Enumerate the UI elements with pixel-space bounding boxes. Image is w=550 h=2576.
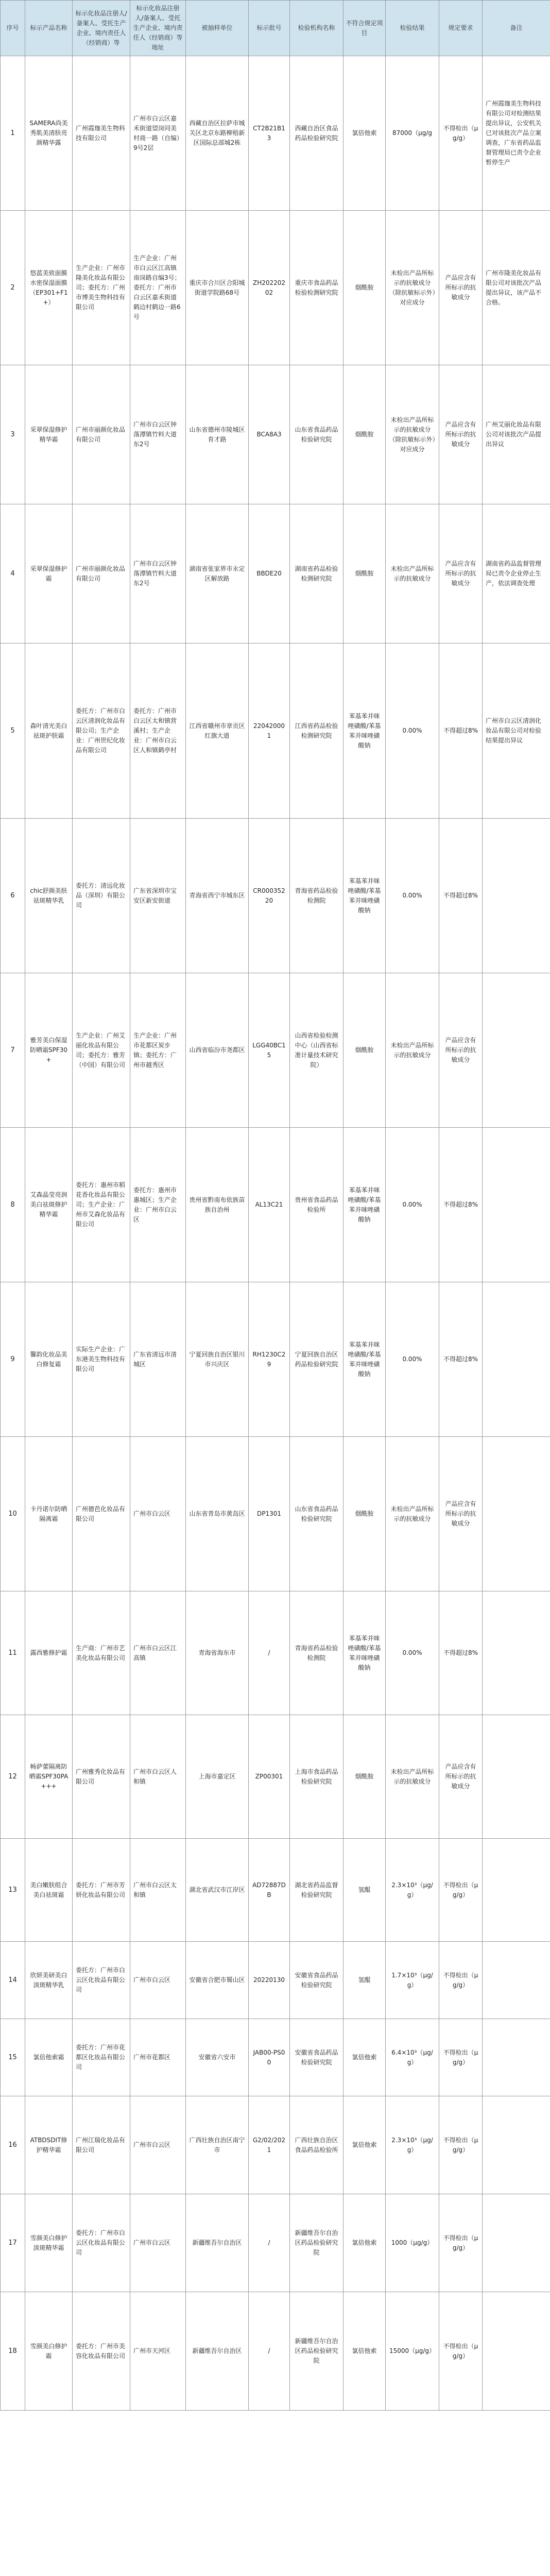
lab-name: 西藏自治区食品药品检验研究院 (290, 56, 343, 211)
note (483, 1942, 550, 2019)
batch-no: CR00035220 (249, 819, 290, 973)
table-row (1, 211, 550, 365)
note (483, 2019, 550, 2096)
sampled-unit: 宁夏回族自治区银川市兴庆区 (186, 1282, 249, 1437)
batch-no: 220420001 (249, 643, 290, 819)
address: 广州市白云区江高镇 (130, 1591, 186, 1715)
row-no: 16 (1, 2096, 25, 2194)
test-result: 6.4×10³（μg/g） (386, 2019, 439, 2096)
test-result: 0.00% (386, 1282, 439, 1437)
requirement: 不得检出（μg/g） (439, 56, 483, 211)
address: 广州市白云区嘉禾街道望岗同美村商一路（自编）9号2层 (130, 56, 186, 211)
test-result: 2.3×10³（μg/g） (386, 2096, 439, 2194)
row-no: 14 (1, 1942, 25, 2019)
row-no: 7 (1, 973, 25, 1128)
note (483, 973, 550, 1128)
requirement: 产品应含有所标示的抗敏成分 (439, 211, 483, 365)
requirement: 产品应含有所标示的抗敏成分 (439, 365, 483, 504)
note: 广州市白云区清润化妆品有限公司对检验结果提出异议 (483, 643, 550, 819)
row-no: 4 (1, 504, 25, 643)
test-result: 未检出产品所标示的抗敏成分 (386, 973, 439, 1128)
table-row (1, 2096, 550, 2194)
requirement: 产品应含有所标示的抗敏成分 (439, 1715, 483, 1839)
address: 广州市白云区 (130, 2194, 186, 2292)
row-no: 10 (1, 1437, 25, 1591)
address: 广州市白云区太和镇 (130, 1839, 186, 1942)
address: 委托方：广州市白云区太和镇营溪村；生产企业：广州市白云区人和镇鹤亭村 (130, 643, 186, 819)
sampled-unit: 山东省青岛市黄岛区 (186, 1437, 249, 1591)
lab-name: 重庆市食品药品检验检测研究院 (290, 211, 343, 365)
requirement: 产品应含有所标示的抗敏成分 (439, 1437, 483, 1591)
test-result: 1000（μg/g） (386, 2194, 439, 2292)
requirement: 不得超过8% (439, 1591, 483, 1715)
product-name: 欣妍美研美白淡斑精华乳 (25, 1942, 73, 2019)
lab-name: 安徽省食品药品检验研究院 (290, 2019, 343, 2096)
table-row (1, 1437, 550, 1591)
row-no: 11 (1, 1591, 25, 1715)
row-no: 17 (1, 2194, 25, 2292)
failed-item: 苯基苯并咪唑磺酸/苯基苯并咪唑磺酸钠 (343, 819, 386, 973)
batch-no: AL13C21 (249, 1128, 290, 1282)
table-row (1, 2019, 550, 2096)
note (483, 1591, 550, 1715)
failed-item: 苯基苯并咪唑磺酸/苯基苯并咪唑磺酸钠 (343, 1128, 386, 1282)
row-no: 15 (1, 2019, 25, 2096)
header-lab: 检验机构名称 (290, 1, 343, 56)
requirement: 产品应含有所标示的抗敏成分 (439, 504, 483, 643)
test-result: 未检出产品所标示的抗敏成分 (386, 504, 439, 643)
note: 湖南省药品监督管理局已责令企业停止生产，依法调查处理 (483, 504, 550, 643)
header-sampled-unit: 被抽样单位 (186, 1, 249, 56)
failed-item: 苯基苯并咪唑磺酸/苯基苯并咪唑磺酸钠 (343, 1282, 386, 1437)
row-no: 13 (1, 1839, 25, 1942)
lab-name: 山西省检验检测中心（山西省标准计量技术研究院） (290, 973, 343, 1128)
note: 广州霞珈美生物科技有限公司对检测结果提出异议，公安机关已对该批次产品立案调查，广东省药品监督管理局已责令企业暂停生产 (483, 56, 550, 211)
failed-item: 氢醌 (343, 1839, 386, 1942)
requirement: 不得超过8% (439, 1282, 483, 1437)
test-result: 0.00% (386, 1128, 439, 1282)
batch-no: JAB00-PS00 (249, 2019, 290, 2096)
row-no: 12 (1, 1715, 25, 1839)
note (483, 819, 550, 973)
batch-no: G2/02/2021 (249, 2096, 290, 2194)
header-note: 备注 (483, 1, 550, 56)
failed-item: 烟酰胺 (343, 1437, 386, 1591)
lab-name: 山东省食品药品检验研究院 (290, 365, 343, 504)
company: 委托方：广州市花都区化妆品有限公司 (73, 2019, 130, 2096)
lab-name: 上海市食品药品检验研究院 (290, 1715, 343, 1839)
requirement: 不得检出（μg/g） (439, 1942, 483, 2019)
row-no: 3 (1, 365, 25, 504)
row-no: 5 (1, 643, 25, 819)
note: 广州市隆美化妆品有限公司对该批次产品提出异议，该产品不合格。 (483, 211, 550, 365)
lab-name: 江西省药品检验检测研究院 (290, 643, 343, 819)
company: 委托方：广州市白云区清润化妆品有限公司；生产企业：广州世纪化妆品有限公司 (73, 643, 130, 819)
sampled-unit: 青海省西宁市城东区 (186, 819, 249, 973)
requirement: 不得超过8% (439, 1128, 483, 1282)
product-name: 采翠保湿修护精华霜 (25, 365, 73, 504)
batch-no: ZH20220202 (249, 211, 290, 365)
table-row (1, 2292, 550, 2411)
batch-no: AD72887DB (249, 1839, 290, 1942)
sampled-unit: 新疆维吾尔自治区 (186, 2194, 249, 2292)
test-result: 未检出产品所标示的抗敏成分 (386, 1715, 439, 1839)
failed-item: 氯倍他索 (343, 2096, 386, 2194)
test-result: 87000（μg/g (386, 56, 439, 211)
lab-name: 宁夏回族自治区药品检验研究院 (290, 1282, 343, 1437)
company: 委托方：广州市白云区化妆品有限公司 (73, 2194, 130, 2292)
company: 广州市丽颜化妆品有限公司 (73, 365, 130, 504)
table-row (1, 504, 550, 643)
address: 委托方：惠州市惠城区；生产企业：广州市白云区 (130, 1128, 186, 1282)
product-name: SAMERA尚美秀肌美清肤亮颜精华露 (25, 56, 73, 211)
product-name: 采翠保湿修护霜 (25, 504, 73, 643)
product-name: 雪颜美白修护淡斑精华霜 (25, 2194, 73, 2292)
company: 广州江瑞化妆品有限公司 (73, 2096, 130, 2194)
row-no: 18 (1, 2292, 25, 2411)
company: 广州市丽颜化妆品有限公司 (73, 504, 130, 643)
address: 广州市白云区 (130, 1437, 186, 1591)
batch-no: / (249, 2194, 290, 2292)
lab-name: 广西壮族自治区食品药品检验所 (290, 2096, 343, 2194)
row-no: 9 (1, 1282, 25, 1437)
failed-item: 烟酰胺 (343, 504, 386, 643)
note (483, 1839, 550, 1942)
company: 生产企业：广州艾丽化妆品有限公司；委托方：雅芳（中国）有限公司 (73, 973, 130, 1128)
lab-name: 安徽省食品药品检验研究院 (290, 1942, 343, 2019)
company: 实际生产企业：广东港美生物科技有限公司 (73, 1282, 130, 1437)
table-row (1, 1942, 550, 2019)
test-result: 2.3×10³（μg/g） (386, 1839, 439, 1942)
test-result: 未检出产品所标示的抗敏成分（除抗敏标示外）对应成分 (386, 211, 439, 365)
lab-name: 贵州省食品药品检验所 (290, 1128, 343, 1282)
table-row (1, 1715, 550, 1839)
company: 委托方：广州市白云区化妆品有限公司 (73, 1942, 130, 2019)
failed-item: 烟酰胺 (343, 365, 386, 504)
batch-no: / (249, 2292, 290, 2411)
table-header-row (1, 1, 550, 56)
product-name: 卡丹诺尔防晒隔离霜 (25, 1437, 73, 1591)
test-result: 1.7×10³（μg/g） (386, 1942, 439, 2019)
product-name: 畅萨蕾隔离防晒霜SPF30PA+++ (25, 1715, 73, 1839)
product-name: chic舒颜美肤祛斑精华乳 (25, 819, 73, 973)
company: 委托方：惠州市稻花香化妆品有限公司；生产企业：广州市艾森化妆品有限公司 (73, 1128, 130, 1282)
table-row (1, 643, 550, 819)
table-row (1, 819, 550, 973)
sampled-unit: 山西省临汾市尧都区 (186, 973, 249, 1128)
sampled-unit: 青海省海东市 (186, 1591, 249, 1715)
requirement: 不得超过8% (439, 643, 483, 819)
product-name: 森叶清光美白祛斑护肤霜 (25, 643, 73, 819)
header-no: 序号 (1, 1, 25, 56)
lab-name: 新疆维吾尔自治区药品检验研究院 (290, 2194, 343, 2292)
address: 生产企业：广州市花都区炭步镇；委托方：广州市越秀区 (130, 973, 186, 1128)
note (483, 2292, 550, 2411)
address: 广州市白云区钟落潭镇竹料大道东2号 (130, 365, 186, 504)
lab-name: 青海省药品检验检测院 (290, 819, 343, 973)
product-name: 馨韵化妆品美白修复霜 (25, 1282, 73, 1437)
requirement: 不得超过8% (439, 819, 483, 973)
address: 广州市天河区 (130, 2292, 186, 2411)
lab-name: 湖南省药品检验检测研究院 (290, 504, 343, 643)
batch-no: / (249, 1591, 290, 1715)
company: 生产商：广州市艺美化妆品有限公司 (73, 1591, 130, 1715)
sampled-unit: 上海市嘉定区 (186, 1715, 249, 1839)
note (483, 2194, 550, 2292)
sampled-unit: 重庆市合川区合阳城街道学院路68号 (186, 211, 249, 365)
failed-item: 烟酰胺 (343, 1715, 386, 1839)
table-row (1, 973, 550, 1128)
batch-no: BBDE20 (249, 504, 290, 643)
sampled-unit: 安徽省六安市 (186, 2019, 249, 2096)
company: 委托方：广州市芳妍化妆品有限公司 (73, 1839, 130, 1942)
address: 广州市白云区人和镇 (130, 1715, 186, 1839)
address: 生产企业：广州市白云区江高镇南岗路自编3号；委托方：广州市白云区嘉禾街道鹤边村鹤边一路6号 (130, 211, 186, 365)
table-body (1, 56, 550, 2411)
company: 委托方：清远化妆品（深圳）有限公司 (73, 819, 130, 973)
failed-item: 氯倍他索 (343, 56, 386, 211)
batch-no: CT2B21B13 (249, 56, 290, 211)
table-row (1, 1128, 550, 1282)
address: 广州市花都区 (130, 2019, 186, 2096)
test-result: 0.00% (386, 643, 439, 819)
header-company: 标示化妆品注册人/备案人、受托生产企业、境内责任人（经销商）等 (73, 1, 130, 56)
address: 广东省深圳市宝安区新安街道 (130, 819, 186, 973)
failed-item: 苯基苯并咪唑磺酸/苯基苯并咪唑磺酸钠 (343, 1591, 386, 1715)
failed-item: 氯倍他索 (343, 2194, 386, 2292)
test-result: 0.00% (386, 819, 439, 973)
row-no: 6 (1, 819, 25, 973)
note: 广州艾丽化妆品有限公司对该批次产品提出异议 (483, 365, 550, 504)
test-result: 0.00% (386, 1591, 439, 1715)
product-name: ATBDSDIT修护精华霜 (25, 2096, 73, 2194)
table-row (1, 1839, 550, 1942)
product-name: 雪颜美白修护霜 (25, 2292, 73, 2411)
row-no: 1 (1, 56, 25, 211)
header-result: 检验结果 (386, 1, 439, 56)
failed-item: 苯基苯并咪唑磺酸/苯基苯并咪唑磺酸钠 (343, 643, 386, 819)
header-product-name: 标示产品名称 (25, 1, 73, 56)
batch-no: ZP00301 (249, 1715, 290, 1839)
sampled-unit: 西藏自治区拉萨市城关区北京东路柳梧新区国际总部城2栋 (186, 56, 249, 211)
requirement: 不得检出（μg/g） (439, 2019, 483, 2096)
batch-no: DP1301 (249, 1437, 290, 1591)
note (483, 2096, 550, 2194)
lab-name: 山东省食品药品检验研究院 (290, 1437, 343, 1591)
requirement: 不得检出（μg/g） (439, 2096, 483, 2194)
table-row (1, 56, 550, 211)
requirement: 不得检出（μg/g） (439, 2194, 483, 2292)
sampled-unit: 山东省德州市陵城区育才路 (186, 365, 249, 504)
sampled-unit: 湖北省武汉市江岸区 (186, 1839, 249, 1942)
sampled-unit: 贵州省黔南布依族苗族自治州 (186, 1128, 249, 1282)
address: 广州市白云区 (130, 2096, 186, 2194)
table-row (1, 1591, 550, 1715)
header-batch: 标示批号 (249, 1, 290, 56)
test-result: 未检出产品所标示的抗敏成分（除抗敏标示外）对应成分 (386, 365, 439, 504)
address: 广东省清远市清城区 (130, 1282, 186, 1437)
company: 广州德芭化妆品有限公司 (73, 1437, 130, 1591)
note (483, 1437, 550, 1591)
company: 生产企业：广州市隆美化妆品有限公司；委托方：广州市博美生物科技有限公司 (73, 211, 130, 365)
requirement: 不得检出（μg/g） (439, 1839, 483, 1942)
lab-name: 湖北省药品监督检验研究院 (290, 1839, 343, 1942)
company: 广州雅秀化妆品有限公司 (73, 1715, 130, 1839)
failed-item: 氯倍他索 (343, 2292, 386, 2411)
sampled-unit: 湖南省张家界市永定区解放路 (186, 504, 249, 643)
product-name: 艾森晶莹亮润美白祛斑修护精华霜 (25, 1128, 73, 1282)
batch-no: BCA8A3 (249, 365, 290, 504)
table-row (1, 365, 550, 504)
batch-no: 20220130 (249, 1942, 290, 2019)
address: 广州市白云区 (130, 1942, 186, 2019)
requirement: 不得检出（μg/g） (439, 2292, 483, 2411)
note (483, 1282, 550, 1437)
note (483, 1715, 550, 1839)
product-name: 悠蓝美致面膜水密保湿面膜（EP301+F1+） (25, 211, 73, 365)
failed-item: 烟酰胺 (343, 211, 386, 365)
sampled-unit: 广西壮族自治区南宁市 (186, 2096, 249, 2194)
product-name: 美白嫩肤组合美白祛斑霜 (25, 1839, 73, 1942)
note (483, 1128, 550, 1282)
header-item: 不符合规定项目 (343, 1, 386, 56)
address: 广州市白云区钟落潭镇竹料大道东2号 (130, 504, 186, 643)
batch-no: RH1230C29 (249, 1282, 290, 1437)
sampled-unit: 新疆维吾尔自治区 (186, 2292, 249, 2411)
failed-item: 氢醌 (343, 1942, 386, 2019)
row-no: 8 (1, 1128, 25, 1282)
table-row (1, 1282, 550, 1437)
company: 委托方：广州市美容化妆品有限公司 (73, 2292, 130, 2411)
product-name: 氯倍他索霜 (25, 2019, 73, 2096)
table-row (1, 2194, 550, 2292)
batch-no: LGG40BC15 (249, 973, 290, 1128)
lab-name: 新疆维吾尔自治区药品检验研究院 (290, 2292, 343, 2411)
product-name: 露西雅修护霜 (25, 1591, 73, 1715)
sampled-unit: 江西省赣州市章贡区红旗大道 (186, 643, 249, 819)
test-result: 未检出产品所标示的抗敏成分 (386, 1437, 439, 1591)
failed-item: 氯倍他索 (343, 2019, 386, 2096)
product-name: 雅芳美白保湿防晒霜SPF30+ (25, 973, 73, 1128)
row-no: 2 (1, 211, 25, 365)
header-requirement: 规定要求 (439, 1, 483, 56)
requirement: 产品应含有所标示的抗敏成分 (439, 973, 483, 1128)
test-result: 15000（μg/g） (386, 2292, 439, 2411)
header-address: 标示化妆品注册人/备案人、受托生产企业、境内责任人（经销商）等地址 (130, 1, 186, 56)
lab-name: 青海省药品检验检测院 (290, 1591, 343, 1715)
sampled-unit: 安徽省合肥市蜀山区 (186, 1942, 249, 2019)
company: 广州霞珈美生物科技有限公司 (73, 56, 130, 211)
failed-item: 烟酰胺 (343, 973, 386, 1128)
